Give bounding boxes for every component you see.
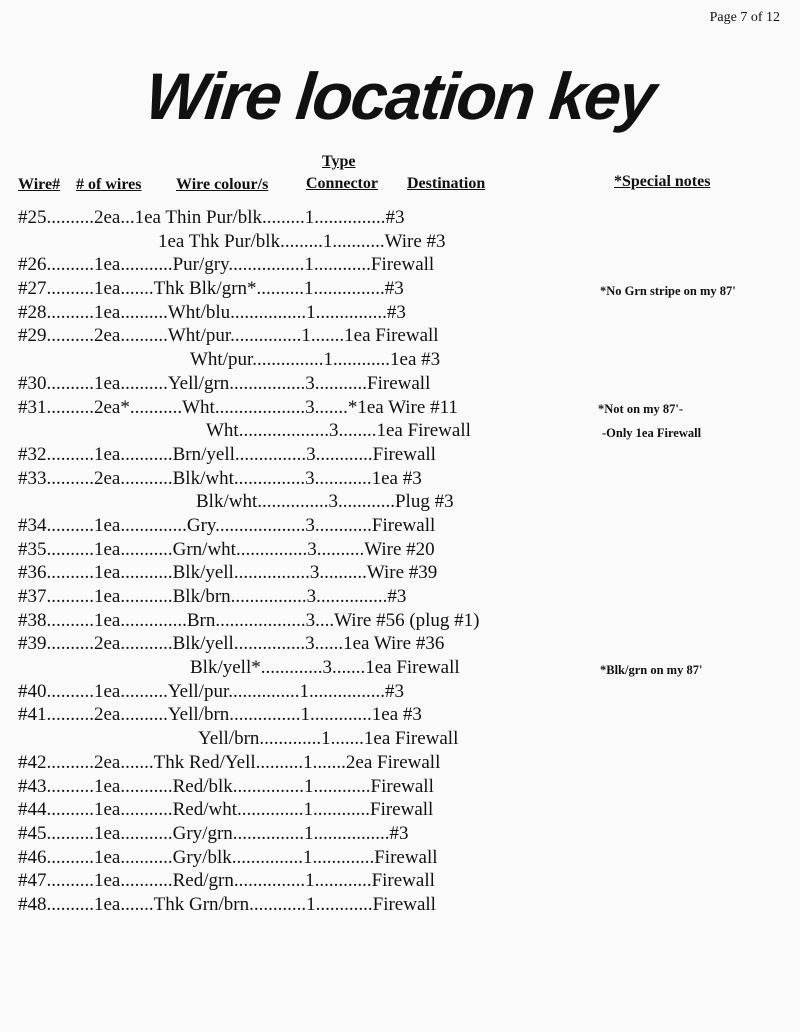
wire-row-text: #44..........1ea...........Red/wht..............1............Firewall: [18, 799, 434, 821]
wire-row: [0, 585, 800, 609]
wire-row: [0, 727, 800, 751]
wire-row: [0, 609, 800, 633]
wire-row: [0, 253, 800, 277]
wire-list: [0, 206, 800, 917]
special-note: *Not on my 87'-: [598, 402, 684, 416]
wire-row-text: #30..........1ea..........Yell/grn................3...........Firewall: [18, 372, 431, 394]
wire-row: [0, 230, 800, 254]
header-number-of-wires: # of wires: [76, 176, 142, 193]
wire-row-text: #39..........2ea...........Blk/yell...............3......1ea Wire #36: [18, 633, 445, 655]
wire-row: [0, 467, 800, 491]
wire-row-text: #26..........1ea...........Pur/gry................1............Firewall: [18, 254, 435, 276]
header-wire-colour: Wire colour/s: [176, 176, 269, 193]
wire-row: [0, 846, 800, 870]
wire-row: [0, 822, 800, 846]
header-wire-number: Wire#: [18, 176, 61, 193]
wire-row: [0, 893, 800, 917]
wire-row-text: #31..........2ea*...........Wht...................3.......*1ea Wire #11: [18, 396, 458, 418]
wire-row-text: #27..........1ea.......Thk Blk/grn*..........1...............#3: [18, 278, 404, 300]
wire-row: [0, 372, 800, 396]
wire-row: [0, 514, 800, 538]
wire-row-text: #46..........1ea...........Gry/blk...............1.............Firewall: [18, 846, 438, 868]
special-note: -Only 1ea Firewall: [602, 426, 702, 440]
wire-row-text: #33..........2ea...........Blk/wht...............3............1ea #3: [18, 467, 422, 489]
wire-row: [0, 206, 800, 230]
wire-row: [0, 680, 800, 704]
wire-row: [0, 561, 800, 585]
wire-row-text: Wht/pur...............1............1ea #3: [190, 349, 441, 371]
wire-row-text: #29..........2ea..........Wht/pur...............1.......1ea Firewall: [18, 325, 439, 347]
wire-row: [0, 538, 800, 562]
wire-row: [0, 348, 800, 372]
wire-row-text: #42..........2ea.......Thk Red/Yell..........1.......2ea Firewall: [18, 751, 441, 773]
wire-row-text: #40..........1ea..........Yell/pur...............1................#3: [18, 680, 404, 702]
header-special-notes: *Special notes: [614, 173, 711, 190]
wire-row: [0, 869, 800, 893]
wire-row: [0, 632, 800, 656]
wire-row-text: #38..........1ea..............Brn...................3....Wire #56 (plug #1): [18, 609, 480, 631]
wire-row-text: #35..........1ea...........Grn/wht...............3..........Wire #20: [18, 538, 435, 560]
wire-row-text: #32..........1ea...........Brn/yell...............3............Firewall: [18, 443, 436, 465]
header-destination: Destination: [407, 175, 486, 192]
wire-row-text: 1ea Thk Pur/blk.........1...........Wire #3: [158, 230, 446, 252]
header-connector: Connector: [306, 175, 378, 192]
wire-row: [0, 703, 800, 727]
header-type: Type: [322, 153, 356, 170]
wire-row: [0, 798, 800, 822]
wire-row: [0, 301, 800, 325]
wire-row-text: Blk/yell*.............3.......1ea Firewall: [190, 657, 460, 679]
wire-row-text: #47..........1ea...........Red/grn...............1............Firewall: [18, 870, 435, 892]
wire-row-text: #48..........1ea.......Thk Grn/brn............1............Firewall: [18, 893, 436, 915]
special-note: *Blk/grn on my 87': [600, 663, 703, 677]
wire-row-text: #43..........1ea...........Red/blk...............1............Firewall: [18, 775, 434, 797]
wire-row-text: #37..........1ea...........Blk/brn................3...............#3: [18, 586, 407, 607]
page-title: Wire location key: [141, 59, 659, 133]
wire-row: [0, 324, 800, 348]
wire-row-text: Blk/wht...............3............Plug #3: [196, 491, 454, 513]
special-note: *No Grn stripe on my 87': [600, 284, 736, 298]
wire-row-text: #45..........1ea...........Gry/grn...............1................#3: [18, 822, 409, 844]
wire-row: [0, 751, 800, 775]
page-number: Page 7 of 12: [709, 10, 780, 25]
wire-row-text: #25..........2ea...1ea Thin Pur/blk.........1...............#3: [18, 207, 405, 228]
wire-row-text: #34..........1ea..............Gry...................3............Firewall: [18, 514, 436, 536]
wire-row-text: Wht...................3........1ea Firewall: [206, 420, 471, 442]
wire-row-text: #41..........2ea..........Yell/brn...............1.............1ea #3: [18, 704, 422, 726]
wire-row: [0, 775, 800, 799]
wire-row-text: #28..........1ea..........Wht/blu................1...............#3: [18, 301, 406, 323]
wire-row: [0, 490, 800, 514]
wire-row: [0, 443, 800, 467]
wire-row-text: #36..........1ea...........Blk/yell................3..........Wire #39: [18, 562, 438, 584]
wire-row-text: Yell/brn.............1.......1ea Firewall: [198, 728, 459, 750]
